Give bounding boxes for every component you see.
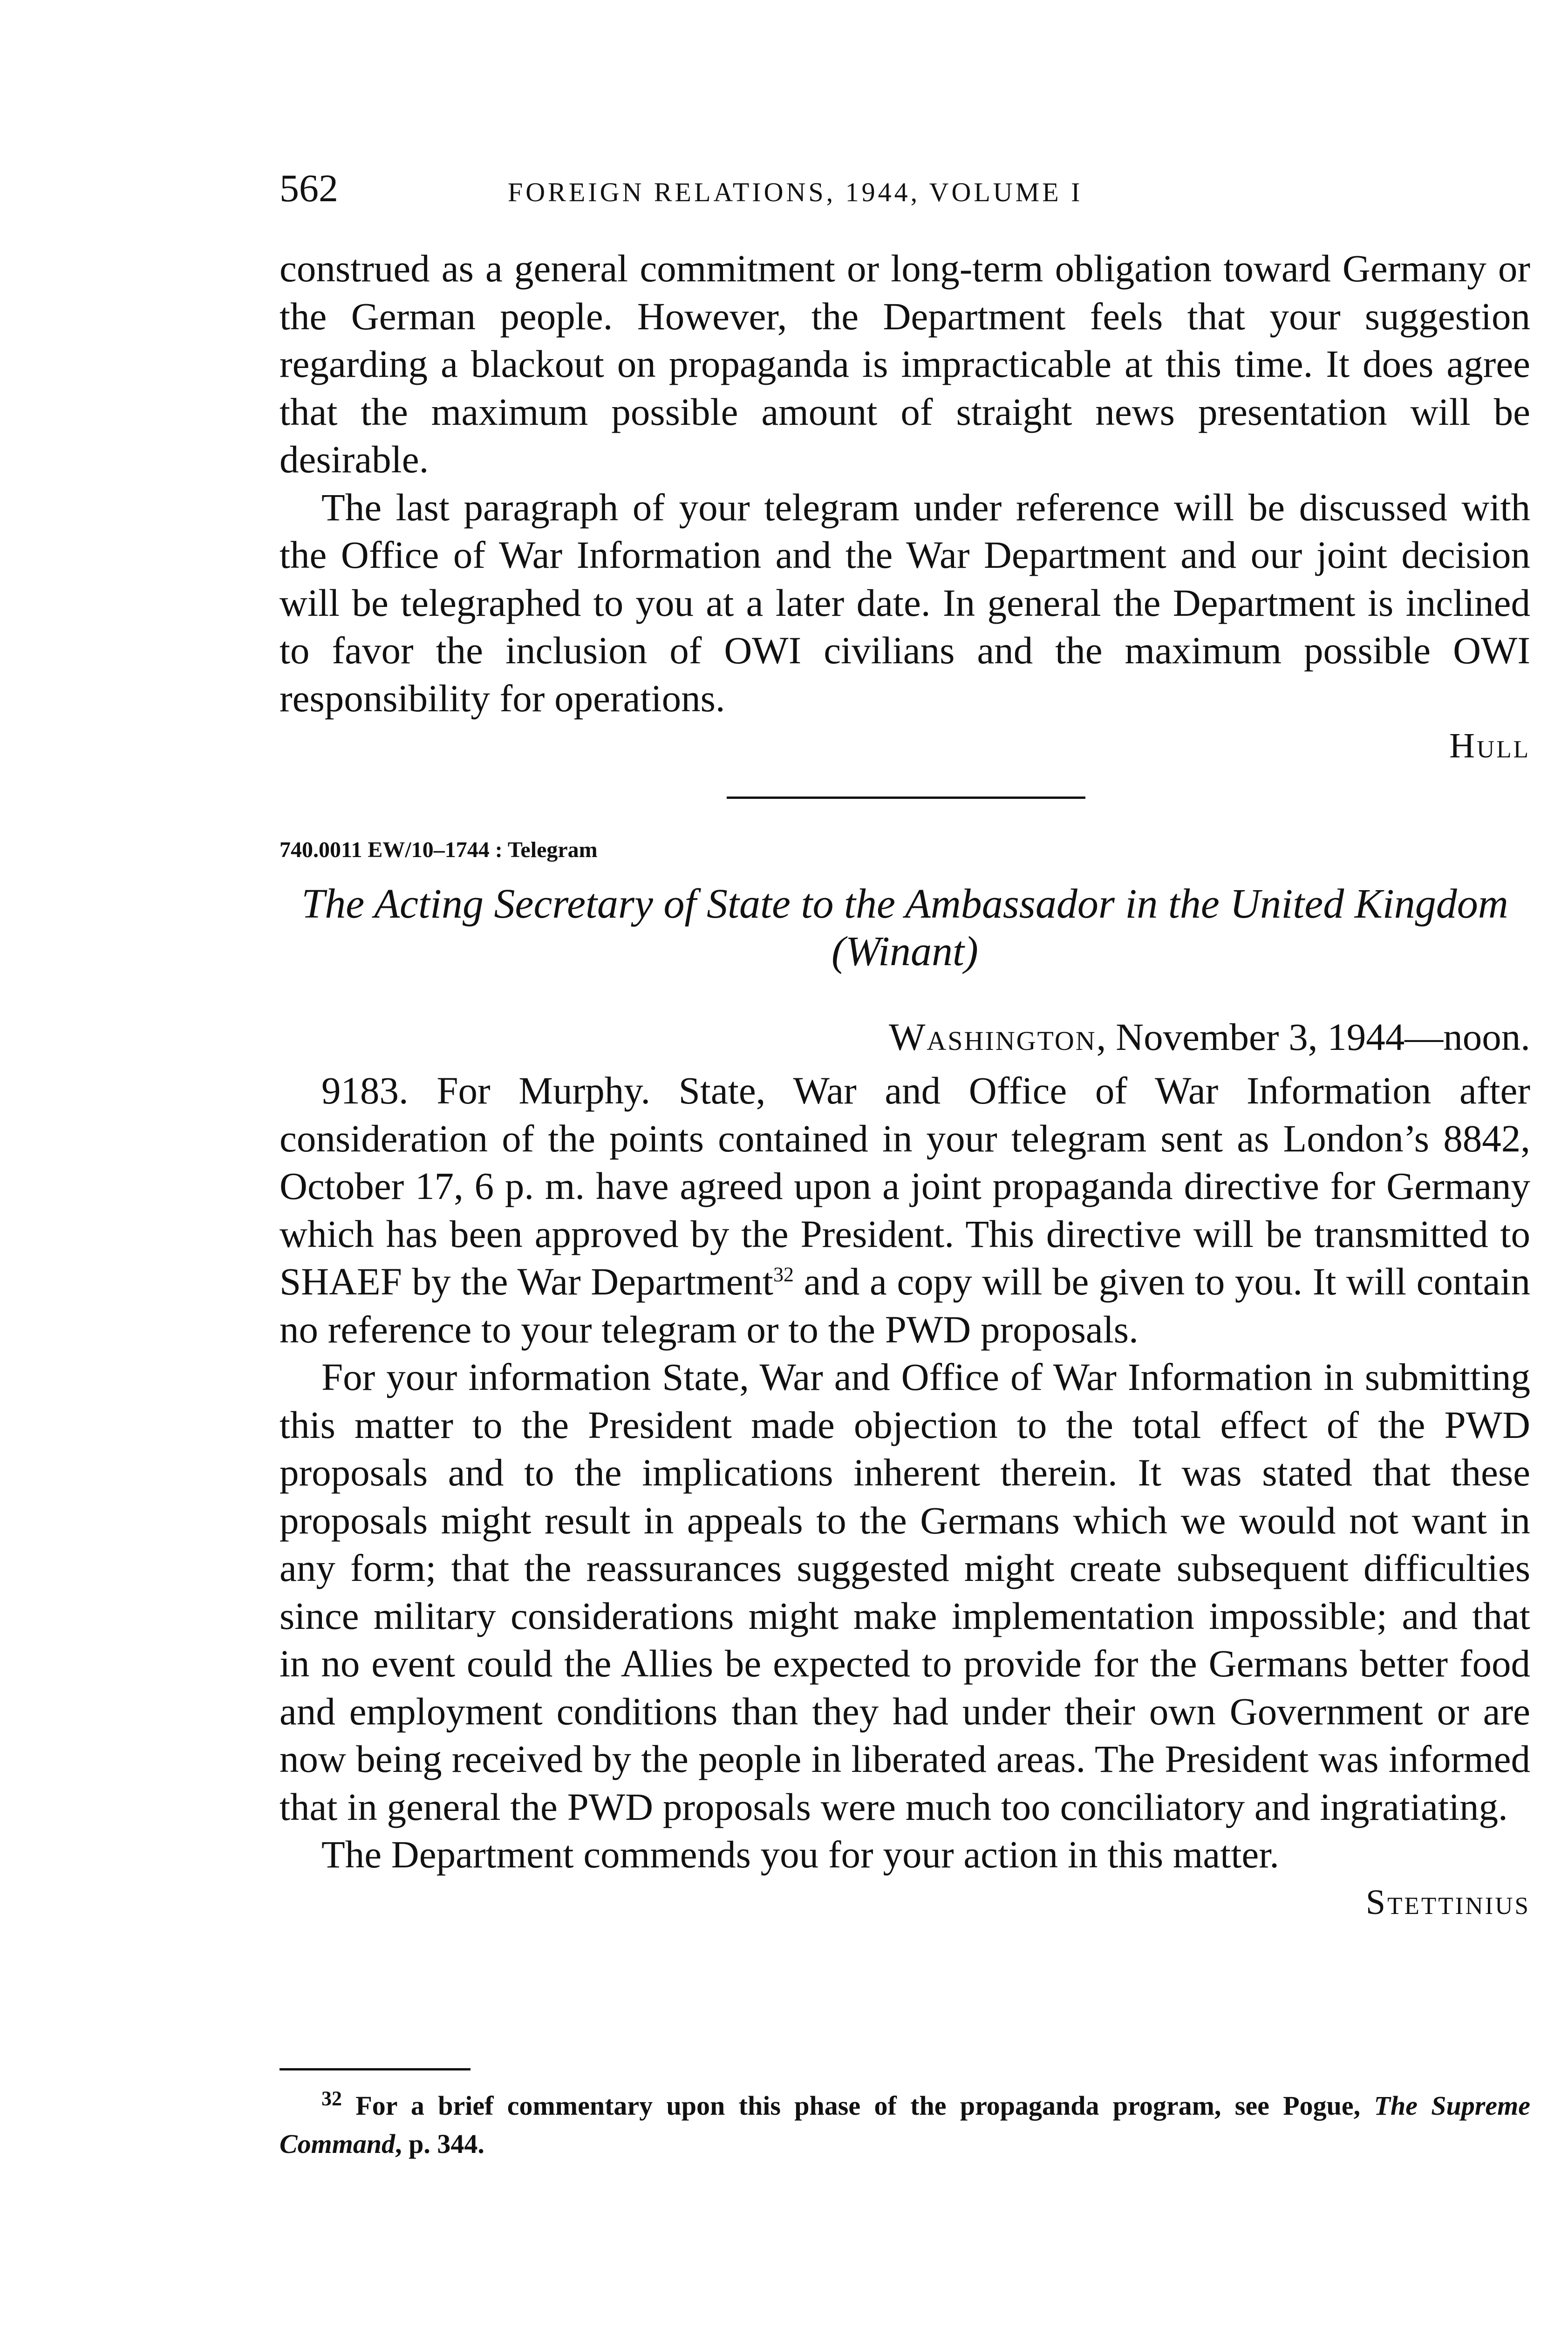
- continued-document: [280, 245, 1530, 770]
- telegram-paragraph-3: The Department commends you for your action in this matter.: [321, 1833, 1280, 1876]
- stettinius-signature: Stettinius: [1365, 1882, 1530, 1922]
- footnote-reference: 32: [773, 1263, 794, 1286]
- footnote-text-before-title: For a brief commentary upon this phase of the propaganda program, see Pogue,: [342, 2091, 1374, 2121]
- dateline: [280, 1013, 1530, 1061]
- running-head: FOREIGN RELATIONS, 1944, VOLUME I: [508, 177, 1083, 207]
- telegram-paragraph-2: For your information State, War and Office of War Information in submitting this matter to the President made objection to the total effect of the PWD proposals and to the implications inherent therein. It was stated that these proposals might result in appeals to the Germans which we would not want in any form; that the reassurances suggested might create subsequent difficulties since military considerations might make implementation impossible; and that in no event could the Allies be expected to provide for the Germans better food and employment conditions than they had under their own Government or are now being received by the people in liberated areas. The President was informed that in general the PWD proposals were much too conciliatory and ingratiating.: [280, 1355, 1530, 1828]
- continued-paragraph-1: construed as a general commitment or long-term obligation toward Germany or the German people. However, the Department feels that your suggestion regarding a blackout on propaganda is impracticable at this time. It does agree that the maximum possible amount of straight news presentation will be desirable.: [280, 247, 1530, 481]
- page-number: 562: [280, 167, 338, 210]
- footnote-marker: 32: [321, 2087, 342, 2110]
- paragraph-1-after-note: and a copy will be given to you. It will contain no reference to your telegram or to the PWD proposals.: [280, 1260, 1530, 1351]
- footnote-text: [280, 2087, 1530, 2163]
- footnote-text-after-title: , p. 344.: [395, 2129, 484, 2159]
- telegram-body: [280, 1067, 1530, 1926]
- document-title: The Acting Secretary of State to the Ambassador in the United Kingdom (Winant): [301, 881, 1508, 974]
- section-divider: [727, 797, 1085, 799]
- paragraph-1-before-note: 9183. For Murphy. State, War and Office of War Information after consideration of the points contained in your telegram sent as London’s 8842, October 17, 6 p. m. have agreed upon a joint propaganda directive for Germany which has been approved by the President. This directive will be transmitted to SHAEF by the War Department: [280, 1069, 1530, 1303]
- footnote-book-title: The Supreme Command: [280, 2091, 1530, 2159]
- continued-paragraph-2: The last paragraph of your telegram under reference will be discussed with the Office of War Information and the War Department and our joint decision will be telegraphed to you at a later date. In general the Department is inclined to favor the inclusion of OWI civilians and the maximum possible OWI responsibility for operations.: [280, 485, 1530, 720]
- file-reference: 740.0011 EW/10–1744 : Telegram: [280, 838, 598, 862]
- footnote: [280, 2087, 1530, 2163]
- footnote-divider: [280, 2068, 470, 2070]
- page-header: [280, 163, 1530, 214]
- hull-signature: Hull: [1449, 726, 1530, 765]
- telegram-paragraph-1: [280, 1067, 1530, 1353]
- dateline-date: , November 3, 1944—noon.: [1096, 1015, 1530, 1058]
- dateline-place: Washington: [889, 1015, 1097, 1058]
